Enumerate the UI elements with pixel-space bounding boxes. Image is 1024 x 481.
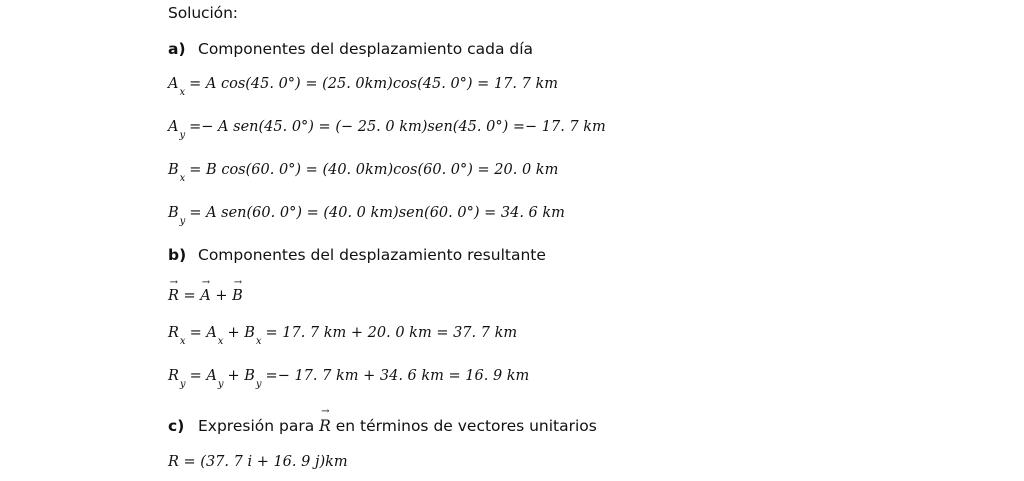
equation-rx-rest: = 17. 7 km + 20. 0 km = 37. 7 km [265, 325, 518, 341]
equation-vector-sum [168, 288, 243, 304]
equation-bx-var: B [168, 162, 179, 178]
equation-ry [168, 368, 529, 390]
equation-ay-var: A [168, 119, 179, 135]
equation-bx [168, 162, 558, 184]
equation-ry-b-sub: y [255, 379, 262, 390]
section-b-label: b) [168, 246, 187, 264]
vector-a: → A [200, 288, 210, 304]
equation-ay-rhs: =− A sen(45. 0°) = (− 25. 0 km)sen(45. 0°) =− 17. 7 km [189, 119, 606, 135]
equation-by [168, 205, 565, 227]
equation-rx-var: R [168, 325, 179, 341]
equation-final: R = (37. 7 i + 16. 9 j)km [168, 454, 348, 470]
equation-ry-rest: =− 17. 7 km + 34. 6 km = 16. 9 km [265, 368, 530, 384]
section-c-heading [168, 417, 597, 435]
section-c-label: c) [168, 417, 185, 435]
equation-ry-sub: y [179, 379, 186, 390]
vector-plus-sign: + [210, 288, 233, 304]
equation-bx-rhs: = B cos(60. 0°) = (40. 0km)cos(60. 0°) = 20. 0 km [189, 162, 559, 178]
equation-rx [168, 325, 517, 347]
equation-by-rhs: = A sen(60. 0°) = (40. 0 km)sen(60. 0°) = 34. 6 km [189, 205, 565, 221]
section-a-heading [168, 40, 533, 58]
vector-b: → B [232, 288, 243, 304]
equation-ry-plus: + B [227, 368, 255, 384]
section-c-vector-r: → R [319, 417, 331, 435]
equation-by-sub: y [179, 216, 186, 227]
equation-ry-eq: = A [189, 368, 217, 384]
section-c-title-pre: Expresión para [198, 417, 320, 435]
solution-heading: Solución: [168, 4, 238, 22]
section-a-title: Componentes del desplazamiento cada día [198, 40, 534, 58]
equation-ax-sub: x [179, 87, 186, 98]
equation-rx-sub: x [179, 336, 186, 347]
equation-bx-sub: x [179, 173, 186, 184]
equation-by-var: B [168, 205, 179, 221]
vector-r: → R [168, 288, 179, 304]
equation-rx-a-sub: x [217, 336, 224, 347]
equation-ay [168, 119, 606, 141]
equation-ax-var: A [168, 76, 179, 92]
equation-rx-b-sub: x [255, 336, 262, 347]
section-c-title-post: en términos de vectores unitarios [330, 417, 597, 435]
equation-ax-rhs: = A cos(45. 0°) = (25. 0km)cos(45. 0°) = 17. 7 km [189, 76, 558, 92]
equation-ay-sub: y [179, 130, 186, 141]
equation-ry-var: R [168, 368, 179, 384]
section-b-title: Componentes del desplazamiento resultante [198, 246, 546, 264]
section-a-label: a) [168, 40, 186, 58]
vector-eq-sign: = [178, 288, 201, 304]
section-b-heading [168, 246, 546, 264]
equation-ax [168, 76, 558, 98]
equation-ry-a-sub: y [217, 379, 224, 390]
equation-rx-eq: = A [189, 325, 217, 341]
equation-rx-plus: + B [227, 325, 255, 341]
